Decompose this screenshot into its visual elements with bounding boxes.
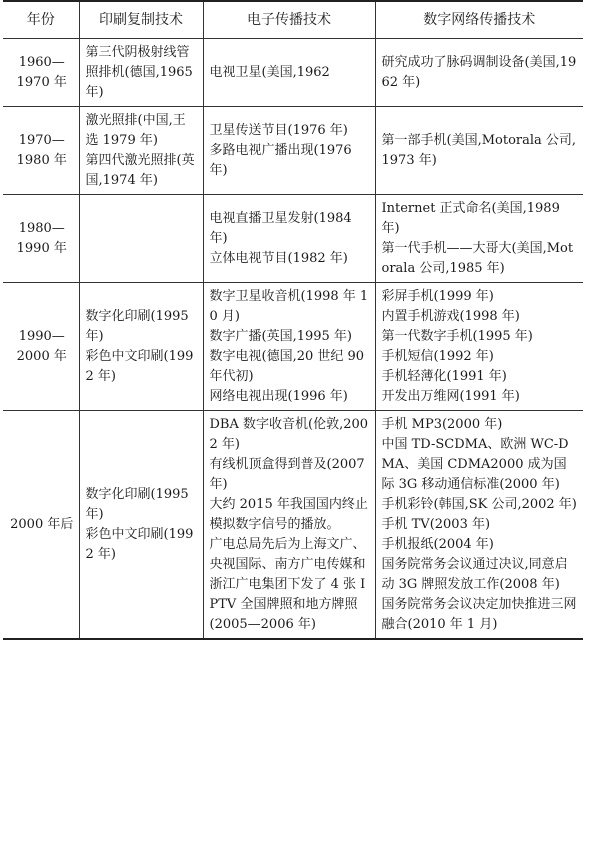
year-cell: 1960— 1970 年: [3, 39, 79, 107]
entry-text: 开发出万维网(1991 年): [381, 389, 520, 404]
entry-text: 数字化印刷(1995 年): [85, 309, 189, 344]
entry-text: 数字电视(德国,20 世纪 90 年代初): [209, 349, 365, 384]
digital-tech-cell: [375, 107, 583, 195]
print-tech-cell: [79, 283, 203, 411]
entry-text: 第一代手机——大哥大(美国,Motorala 公司,1985 年): [381, 241, 574, 276]
entry-text: 研究成功了脉码调制设备(美国,1962 年): [381, 55, 577, 90]
header-print-tech: 印刷复制技术: [79, 1, 203, 39]
entry-text: 电视直播卫星发射(1984 年): [209, 211, 352, 246]
entry-text: 第一部手机(美国,Motorala 公司,1973 年): [381, 133, 577, 168]
entry-text: 手机 MP3(2000 年): [381, 417, 503, 432]
print-tech-cell: [79, 107, 203, 195]
entry-text: 彩色中文印刷(1992 年): [85, 349, 194, 384]
table-row: [3, 283, 583, 411]
electronic-tech-cell: [203, 411, 375, 640]
technology-timeline-table: [3, 0, 583, 640]
entry-text: 数字广播(英国,1995 年): [209, 329, 352, 344]
entry-text: 网络电视出现(1996 年): [209, 389, 348, 404]
entry-text: DBA 数字收音机(伦敦,2002 年): [209, 417, 369, 452]
entry-text: 大约 2015 年我国国内终止模拟数字信号的播放。: [209, 497, 368, 532]
print-tech-cell: [79, 411, 203, 640]
digital-tech-cell: [375, 195, 583, 283]
table-row: [3, 39, 583, 107]
electronic-tech-cell: [203, 283, 375, 411]
entry-text: 彩屏手机(1999 年): [381, 289, 494, 304]
entry-text: 广电总局先后为上海文广、央视国际、南方广电传媒和浙江广电集团下发了 4 张 IPTV 全国牌照和地方牌照(2005—2006 年): [209, 537, 366, 632]
entry-text: 国务院常务会议决定加快推进三网融合(2010 年 1 月): [381, 597, 577, 632]
entry-text: 有线机顶盒得到普及(2007 年): [209, 457, 365, 492]
digital-tech-cell: [375, 39, 583, 107]
year-cell: 1970— 1980 年: [3, 107, 79, 195]
entry-text: 第三代阴极射线管照排机(德国,1965 年): [85, 45, 193, 100]
entry-text: 手机彩铃(韩国,SK 公司,2002 年): [381, 497, 577, 512]
header-electronic-tech: 电子传播技术: [203, 1, 375, 39]
entry-text: 手机轻薄化(1991 年): [381, 369, 507, 384]
electronic-tech-cell: [203, 195, 375, 283]
entry-text: 多路电视广播出现(1976 年): [209, 143, 352, 178]
entry-text: Internet 正式命名(美国,1989 年): [381, 201, 560, 236]
table-header-row: [3, 1, 583, 39]
table-row: [3, 411, 583, 640]
entry-text: 电视卫星(美国,1962: [209, 65, 330, 80]
digital-tech-cell: [375, 411, 583, 640]
header-year: 年份: [3, 1, 79, 39]
entry-text: 第一代数字手机(1995 年): [381, 329, 533, 344]
entry-text: 内置手机游戏(1998 年): [381, 309, 520, 324]
table-row: [3, 107, 583, 195]
entry-text: 国务院常务会议通过决议,同意启动 3G 牌照发放工作(2008 年): [381, 557, 568, 592]
entry-text: 手机报纸(2004 年): [381, 537, 494, 552]
entry-text: 数字卫星收音机(1998 年 10 月): [209, 289, 369, 324]
digital-tech-cell: [375, 283, 583, 411]
header-digital-tech: 数字网络传播技术: [375, 1, 583, 39]
print-tech-cell: [79, 195, 203, 283]
entry-text: 数字化印刷(1995 年): [85, 487, 189, 522]
year-cell: 1980— 1990 年: [3, 195, 79, 283]
entry-text: 彩色中文印刷(1992 年): [85, 527, 194, 562]
entry-text: 卫星传送节目(1976 年): [209, 123, 348, 138]
electronic-tech-cell: [203, 107, 375, 195]
entry-text: 激光照排(中国,王选 1979 年): [85, 113, 186, 148]
electronic-tech-cell: [203, 39, 375, 107]
print-tech-cell: [79, 39, 203, 107]
entry-text: 手机短信(1992 年): [381, 349, 494, 364]
year-cell: 2000 年后: [3, 411, 79, 640]
entry-text: 手机 TV(2003 年): [381, 517, 491, 532]
entry-text: 中国 TD-SCDMA、欧洲 WC-DMA、美国 CDMA2000 成为国际 3G 移动通信标准(2000 年): [381, 437, 569, 492]
entry-text: 第四代激光照排(英国,1974 年): [85, 153, 195, 188]
table-row: [3, 195, 583, 283]
entry-text: 立体电视节目(1982 年): [209, 251, 348, 266]
year-cell: 1990— 2000 年: [3, 283, 79, 411]
